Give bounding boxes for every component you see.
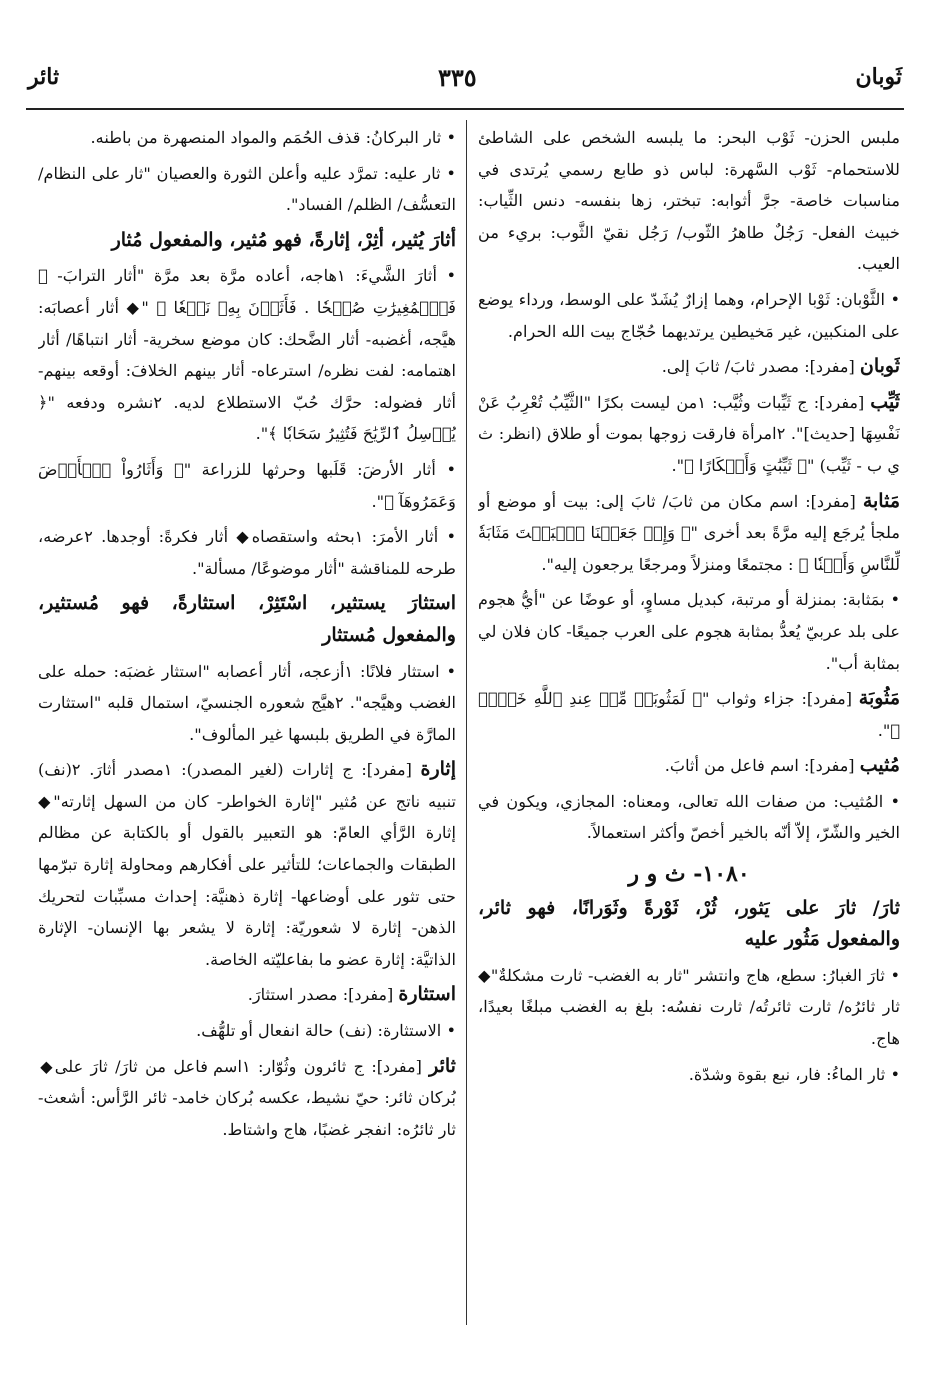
header-left-word: ثائر: [28, 64, 60, 90]
entry-headword: إثارة: [420, 758, 456, 781]
entry-definition: ج إثارات (لغير المصدر): ١مصدر أثارَ. ٢(نف) تنبيه ناتج عن مُثير "إثارة الخواطر- كان من السهل إثارته"◆ إثارة الرَّأي العامّ: هو التعبير بالقول أو بالكتابة عن مظالم الطبقات والجماعات؛ للتأثير على أفكارهم ومحاولة إثارة تبرّمها حتى تثور على أوضاعها- إثارة ذهنيَّة: إحداث مسبِّبات لتحريك الذهن- إثارة لا شعوريّة: إثارة لا يشعر بها الإنسان- الإثارة الذاتيَّة: إثارة عضو ما بفاعليّته الخاصة.: [38, 760, 456, 969]
column-divider: [466, 120, 467, 1325]
dictionary-entry: [38, 754, 456, 975]
entry-part-of-speech: [مفرد]:: [804, 357, 855, 377]
definition-paragraph: • استثار فلانًا: ١أزعجه، أثار أعصابه "استثار غضبَه: حمله على الغضب وهيَّجه". ٢هيَّج شعوره الجنسيّ، استمال قلبه "استثارت المارَّة في الطريق بلبسها غير المألوف".: [38, 661, 456, 744]
entry-headword: استثارَ يستثير، اسْتَثِرْ، استثارةً، فهو مُستثير، والمفعول مُستثار: [38, 592, 456, 646]
entry-part-of-speech: [مفرد]:: [813, 392, 865, 412]
entry-definition: مصدر ثابَ/ ثابَ إلى.: [661, 357, 800, 377]
definition-paragraph: • ثار الماءُ: فار، نبع بقوة وشدّة.: [688, 1064, 900, 1084]
entry-definition: جزاء وثواب "﴿ لَمَثُوبَةٞ مِّنۡ عِندِ ٱللَّهِ خَيۡرٞ ﴾".: [478, 689, 900, 740]
entry-part-of-speech: [مفرد]:: [342, 985, 394, 1005]
definition-paragraph: • الثَّوْبان: ثَوْبا الإحرام، وهما إزارٌ يُشَدّ على الوسط، ورداء يوضع على المنكبين، غير مَخيطين يرتديهما حُجّاج بيت الله الحرام.: [478, 289, 900, 341]
root-heading: ١٠٨٠- ث و ر: [628, 861, 750, 888]
page-header: [28, 52, 902, 102]
dictionary-entry: [478, 351, 900, 383]
dictionary-entry: [38, 979, 456, 1011]
dictionary-entry: [478, 893, 900, 956]
definition-paragraph: • أثارَ الشَّيءَ: ١هاجه، أعاده مرَّة بعد مرَّة "أثار الترابَ- ﴿ فَٱلۡمُغِيرَٰتِ صُبۡحٗا . فَأَثَرۡنَ بِهِۦ نَقۡعٗا ﴾ "◆ أثار أعصابَه: هيَّجه، أغضبه- أثار الضَّحك: كان موضع سخرية- أثار انتباهًا/ أثار اهتمامه: لفت نظره/ استرعاه- أثار بينهم الخلافَ: أوقعه بينهم- أثار فضوله: حرَّك حُبّ الاستطلاع لديه. ٢نشره ودفعه "﴿ يُرۡسِلُ ٱلرِّيَٰحَ فَتُثِيرُ سَحَابٗا ﴾".: [38, 266, 456, 444]
entry-headword: ثارَ/ ثارَ على يَثور، ثُرْ، ثَوْرةً وثَوَرانًا، فهو ثائر، والمفعول مَثُور عليه: [478, 896, 900, 951]
entry-part-of-speech: [مفرد]:: [371, 1056, 422, 1076]
definition-paragraph: • المُثيب: من صفات الله تعالى، ومعناه: المجازي، ويكون في الخير والشّرّ، إلاّ أنّه بالخير أخصّ وأكثر استعمالاً.: [478, 791, 900, 843]
entry-headword: أثارَ يُثير، أثِرْ، إثارةً، فهو مُثير، والمفعول مُثار: [111, 228, 456, 251]
definition-paragraph: ملبس الحزن- ثَوْب البحر: ما يلبسه الشخص على الشاطئ للاستحمام- ثَوْب السَّهرة: لباس ذو طابع رسمي يُرتدى في مناسبات خاصة- جرَّ أثوابه: تبختر، زها بنفسه- دنس الثِّياب: خبيث الفعل- رَجُلٌ طاهرُ الثّوب/ رَجُل نقيّ الثَّوب: بريء من العيب.: [478, 128, 900, 274]
header-right-word: ثَوبان: [855, 64, 902, 90]
dictionary-entry: [38, 1051, 456, 1146]
entry-headword: مَثُوبَة: [858, 687, 900, 710]
definition-paragraph: • أثار الأمرَ: ١بحثه واستقصاه◆ أثار فكرةً: أوجدها. ٢عرضه، طرحه للمناقشة "أثار موضوعًا/ مسألة".: [38, 527, 456, 578]
entry-definition: ج ثَيِّبات وثُيَّب: ١من ليست بكرًا "الثَّيِّبُ تُعْرِبُ عَنْ نَفْسِهَا [حديث]". ٢امرأة فارقت زوجها بموت أو طلاق (انظر: ث ي ب - ثَيِّب) "﴿ ثَيِّبَٰتٍ وَأَبۡكَارًا ﴾".: [478, 392, 900, 475]
entry-headword: ثَيِّب: [870, 390, 900, 413]
right-column: [478, 122, 900, 1327]
definition-paragraph: • ثار البركانُ: قذف الحُمَم والمواد المنصهرة من باطنه.: [90, 128, 456, 147]
definition-paragraph: • أثار الأرضَ: قَلَبها وحرثها للزراعة "﴿ وَأَثَارُواْ ٱلۡأَرۡضَ وَعَمَرُوهَآ ﴾".: [38, 459, 456, 511]
entry-headword: استثارة: [398, 983, 456, 1006]
entry-part-of-speech: [مفرد]:: [804, 756, 855, 776]
header-divider: [26, 108, 904, 110]
entry-headword: مُثيب: [859, 754, 900, 777]
dictionary-entry: [478, 683, 900, 746]
entry-definition: مصدر استثارَ.: [247, 985, 338, 1005]
dictionary-entry: [478, 750, 900, 782]
left-column: [38, 122, 456, 1327]
entry-headword: مَثابة: [862, 489, 900, 512]
definition-paragraph: • ثارَ الغبارُ: سطع، هاج وانتشر "ثار به الغضب- ثارت مشكلةٌ"◆ ثار ثائرُه/ ثارت ثائرتُه/ ثارت نفسُه: بلغ به الغضب مبلغًا بعيدًا، هاج.: [478, 965, 900, 1049]
entry-definition: اسم فاعل من أثابَ.: [664, 756, 799, 776]
definition-paragraph: • ثار عليه: تمرَّد عليه وأعلن الثورة والعصيان "ثار على النظام/ التعسُّف/ الظلم/ الفساد".: [38, 163, 456, 215]
definition-paragraph: • الاستثارة: (نف) حالة انفعال أو تلهُّف.: [196, 1021, 456, 1041]
dictionary-entry: [38, 588, 456, 651]
entry-part-of-speech: [مفرد]:: [801, 689, 852, 709]
entry-part-of-speech: [مفرد]:: [805, 491, 856, 511]
entry-headword: ثَوبان: [859, 355, 900, 378]
entry-definition: اسم مكان من ثابَ/ ثابَ إلى: بيت أو موضع أو ملجأ يُرجَع إليه مرَّةً بعد أخرى "﴿ وَإِذۡ جَعَلۡنَا ٱلۡبَيۡتَ مَثَابَةٗ لِّلنَّاسِ وَأَمۡنٗا ﴾ : مجتمعًا ومنزلاً ومرجعًا يرجعون إليه".: [478, 491, 900, 574]
dictionary-entry: [478, 387, 900, 482]
page-number: ٣٣٥: [437, 62, 477, 92]
entry-part-of-speech: [مفرد]:: [361, 760, 412, 780]
entry-definition: ج ثائرون وثُوّار: ١اسم فاعل من ثارَ/ ثارَ على◆ بُركان ثائر: حيّ نشيط، عكسه بُركان خامد- ثائر الرَّأس: أشعث- ثار ثائرُه: انفجر غضبًا، هاج واشتاط.: [38, 1056, 456, 1139]
definition-paragraph: • بمَثابة: بمنزلة أو مرتبة، كبديل مساوٍ، أو عوضًا عن "أيُّ هجوم على بلد عربيّ يُعدُّ بمثابة هجوم على العرب جميعًا- كان فلان لي بمثابة أب".: [478, 590, 900, 673]
dictionary-entry: [38, 225, 456, 257]
entry-headword: ثائر: [429, 1054, 456, 1077]
dictionary-entry: [478, 486, 900, 581]
